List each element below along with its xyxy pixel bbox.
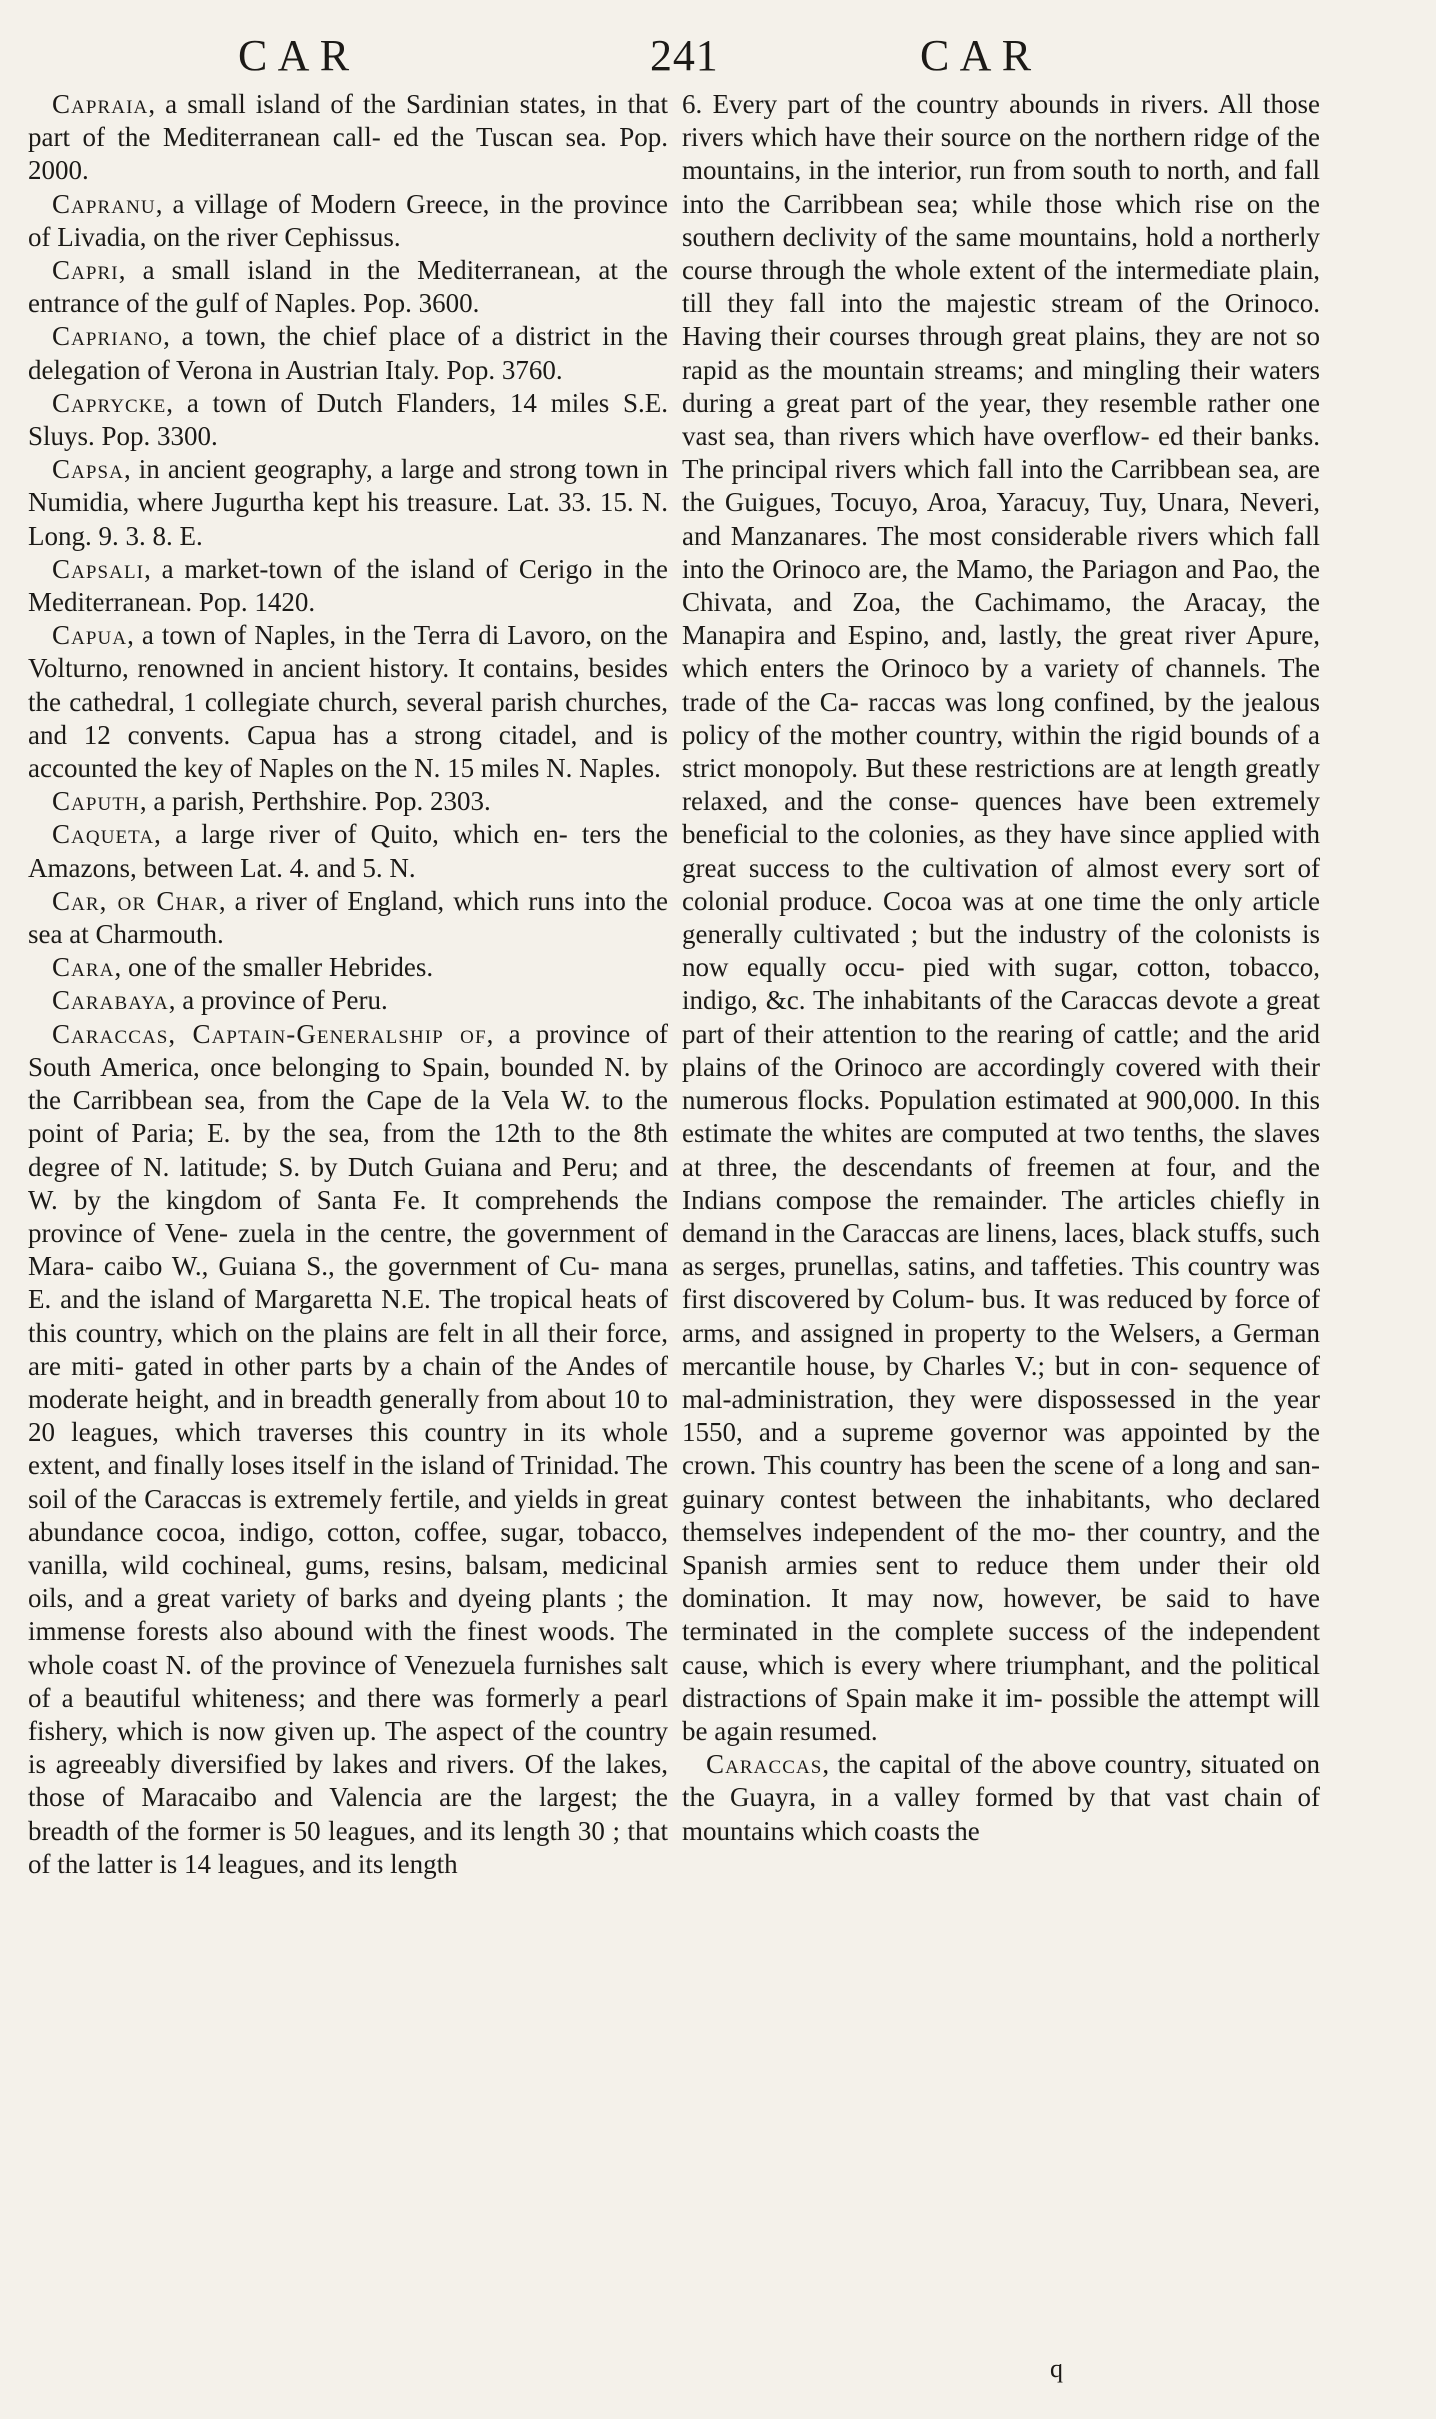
entry-text: , a large river of Quito, which en- ters the Amazons, between Lat. 4. and 5. N. <box>28 819 668 883</box>
entry-text: , the capital of the above country, situated on the Guayra, in a valley formed by that vast chain of mountains which coasts the <box>682 1749 1320 1846</box>
entry-headword: Car, or Char <box>52 885 219 916</box>
entry-text: , a town of Naples, in the Terra di Lavoro, on the Volturno, renowned in ancient history. It contains, besides the cathedral, 1 collegiate church, several parish churches, and 12 convents. Capua has a strong citadel, and is accounted the key of Naples on the N. 15 miles N. Naples. <box>28 620 668 784</box>
dictionary-entry <box>28 818 668 884</box>
dictionary-entry <box>28 785 668 818</box>
entry-headword: Caputh <box>52 786 140 817</box>
entry-headword: Caraccas <box>706 1749 823 1780</box>
entry-text: , a province of South America, once belonging to Spain, bounded N. by the Carribbean sea, from the Cape de la Vela W. to the point of Paria; E. by the sea, from the 12th to the 8th degree of N. latitude; S. by Dutch Guiana and Peru; and W. by the kingdom of Santa Fe. It comprehends the province of Vene- zuela in the centre, the government of Mara- caibo W., Guiana S., the government of Cu- mana E. and the island of Margaretta N.E. The tropical heats of this country, which on the plains are felt in all their force, are miti- gated in other parts by a chain of the Andes of moderate height, and in breadth generally from about 10 to 20 leagues, which traverses this country in its whole extent, and finally loses itself in the island of Trinidad. The soil of the Caraccas is extremely fertile, and yields in great abundance cocoa, indigo, cotton, coffee, sugar, tobacco, vanilla, wild cochineal, gums, resins, balsam, medicinal oils, and a great variety of barks and dyeing plants ; the immense forests also abound with the finest woods. The whole coast N. of the province of Venezuela furnishes salt of a beautiful whiteness; and there was formerly a pearl fishery, which is now given up. The aspect of the country is agreeably diversified by lakes and rivers. Of the lakes, those of Maracaibo and Valencia are the largest; the breadth of the former is 50 leagues, and its length 30 ; that of the latter is 14 leagues, and its length <box>28 1018 668 1879</box>
entry-text: 6. Every part of the country abounds in rivers. All those rivers which have their source on the northern ridge of the mountains, in the interior, run from south to north, and fall into the Carribbean sea; while those which rise on the southern declivity of the same mountains, hold a northerly course through the whole extent of the intermediate plain, till they fall into the majestic stream of the Orinoco. Having their courses through great plains, they are not so rapid as the mountain streams; and mingling their waters during a great part of the year, they resemble rather one vast sea, than rivers which have overflow- ed their banks. The principal rivers which fall into the Carribbean sea, are the Guigues, Tocuyo, Aroa, Yaracuy, Tuy, Unara, Neveri, and Manzanares. The most considerable rivers which fall into the Orinoco are, the Mamo, the Pariagon and Pao, the Chivata, and Zoa, the Cachimamo, the Aracay, the Manapira and Espino, and, lastly, the great river Apure, which enters the Orinoco by a variety of channels. The trade of the Ca- raccas was long confined, by the jealous policy of the mother country, within the rigid bounds of a strict monopoly. But these restrictions are at length greatly relaxed, and the conse- quences have been extremely beneficial to the colonies, as they have since applied with great success to the cultivation of almost every sort of colonial produce. Cocoa was at one time the only article generally cultivated ; but the industry of the colonists is now equally occu- pied with sugar, cotton, tobacco, indigo, &c. The inhabitants of the Caraccas devote a great part of their attention to the rearing of cattle; and the arid plains of the Orinoco are accordingly covered with their numerous flocks. Population estimated at 900,000. In this estimate the whites are computed at two tenths, the slaves at three, the descendants of freemen at four, and the Indians compose the remainder. The articles chiefly in demand in the Caraccas are linens, laces, black stuffs, such as serges, prunellas, satins, and taffeties. This country was first discovered by Colum- bus. It was reduced by force of arms, and assigned in property to the Welsers, a German mercantile house, by Charles V.; but in con- sequence of mal-administration, they were dispossessed in the year 1550, and a supreme governor was appointed by the crown. This country has been the scene of a long and san- guinary contest between the inhabitants, who declared themselves independent of the mo- ther country, and the Spanish armies sent to reduce them under their old domination. It may now, however, be said to have terminated in the complete success of the independent cause, which is every where triumphant, and the political distractions of Spain make it im- possible the attempt will be again resumed. <box>682 89 1320 1746</box>
entry-headword: Carabaya <box>52 985 169 1016</box>
dictionary-entry <box>28 951 668 984</box>
entry-headword: Capraia <box>52 89 149 119</box>
dictionary-entry <box>28 619 668 785</box>
dictionary-entry <box>28 453 668 553</box>
entry-text: , a small island of the Sardinian states, in that part of the Mediterranean call- ed the Tuscan sea. Pop. 2000. <box>28 89 668 186</box>
entry-text: , a town of Dutch Flanders, 14 miles S.E. Sluys. Pop. 3300. <box>28 387 668 452</box>
entry-text: , a parish, Perthshire. Pop. 2303. <box>139 786 491 817</box>
dictionary-entry <box>682 88 1320 1748</box>
entry-headword: Cara <box>52 952 115 983</box>
entry-headword: Caqueta <box>52 819 155 850</box>
entry-headword: Capua <box>52 620 128 651</box>
entry-text: , a river of England, which runs into the sea at Charmouth. <box>28 885 668 950</box>
page-number: 241 <box>650 31 719 80</box>
dictionary-entry <box>28 885 668 951</box>
dictionary-entry <box>682 1748 1320 1848</box>
dictionary-entry <box>28 984 668 1017</box>
right-column <box>682 88 1320 1848</box>
entry-headword: Caraccas, Captain-Generalship of <box>52 1018 487 1049</box>
dictionary-entry <box>28 188 668 254</box>
entry-headword: Caprycke <box>52 387 167 418</box>
dictionary-entry <box>28 553 668 619</box>
entry-headword: Capsali <box>52 553 145 584</box>
entry-text: , a small island in the Mediterranean, at the entrance of the gulf of Naples. Pop. 3600. <box>28 255 668 319</box>
entry-text: , a market-town of the island of Cerigo in the Mediterranean. Pop. 1420. <box>28 553 668 618</box>
entry-headword: Capriano <box>52 321 164 352</box>
entry-headword: Capsa <box>52 454 124 485</box>
dictionary-entry <box>28 1018 668 1881</box>
entry-text: , a town, the chief place of a district in the delegation of Verona in Austrian Italy. Pop. 3760. <box>28 321 668 385</box>
entry-text: , in ancient geography, a large and strong town in Numidia, where Jugurtha kept his treasure. Lat. 33. 15. N. Long. 9. 3. 8. E. <box>28 454 668 551</box>
dictionary-entry <box>28 88 668 188</box>
running-header <box>0 30 1436 80</box>
header-left-word: C A R <box>238 31 351 80</box>
entry-headword: Capranu <box>52 188 156 219</box>
dictionary-entry <box>28 387 668 453</box>
dictionary-entry <box>28 320 668 386</box>
header-right-word: C A R <box>920 31 1033 80</box>
entry-text: , a province of Peru. <box>168 985 388 1016</box>
signature-mark: q <box>1050 2354 1063 2383</box>
left-column <box>28 88 668 1881</box>
dictionary-entry <box>28 254 668 320</box>
entry-text: , one of the smaller Hebrides. <box>114 952 434 983</box>
entry-headword: Capri <box>52 255 119 286</box>
entry-text: , a village of Modern Greece, in the province of Livadia, on the river Cephissus. <box>28 188 668 252</box>
